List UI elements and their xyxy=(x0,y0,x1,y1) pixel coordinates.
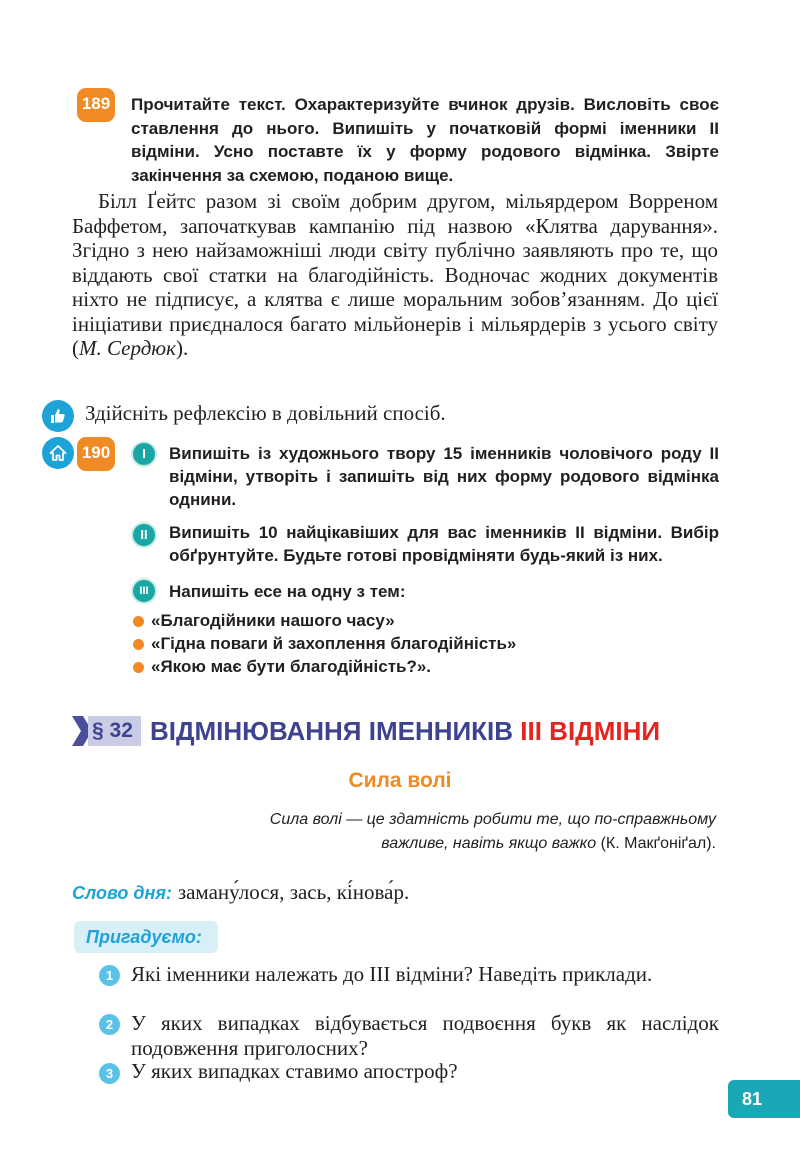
level-one-text: Випишіть із художнього твору 15 іменників чоловічого роду ІІ відміни, утворіть і запишіть від них форму родового відмінка однини. xyxy=(169,444,719,509)
word-of-day xyxy=(72,878,409,907)
question-number: 2 xyxy=(99,1014,120,1035)
epigraph-line xyxy=(196,832,716,856)
question-number: 3 xyxy=(99,1063,120,1084)
page-number: 81 xyxy=(728,1080,800,1118)
task-189-instruction: Прочитайте текст. Охарактеризуйте вчинок друзів. Висловіть своє ставлення до нього. Випишіть у початковій формі іменники ІІ відміни. Усно поставте їх у форму родового відмінка. Звірте закінчення за схемою, поданою вище. xyxy=(131,95,719,185)
word-of-day-words: заману́лося, зась, кі́нова́р. xyxy=(177,880,410,904)
bullet-marker xyxy=(133,616,144,627)
essay-topic: «Якою має бути благодійність?». xyxy=(151,657,432,676)
level-three-marker: III xyxy=(131,578,157,604)
level-one-marker: I xyxy=(131,441,157,467)
section-title-accent: ІІІ ВІДМІНИ xyxy=(520,716,661,746)
level-two-text: Випишіть 10 найцікавіших для вас іменників ІІ відміни. Вибір обґрунтуйте. Будьте готові провідміняти будь-який із них. xyxy=(169,523,719,565)
level-three-text: Напишіть есе на одну з тем: xyxy=(169,582,406,601)
question-number: 1 xyxy=(99,965,120,986)
reflection-text: Здійсніть рефлексію в довільний спосіб. xyxy=(85,401,446,425)
question-text: Які іменники належать до ІІІ відміни? Наведіть приклади. xyxy=(131,962,653,986)
question-text: У яких випадках відбувається подвоєння букв як наслідок подовження приголосних? xyxy=(131,1011,719,1060)
epigraph-author: (К. Макґоніґал). xyxy=(600,835,716,852)
task-number-badge: 189 xyxy=(77,88,115,122)
question-text: У яких випадках ставимо апостроф? xyxy=(131,1059,458,1083)
section-number: § 32 xyxy=(88,716,141,746)
passage-author: М. Сердюк xyxy=(79,336,176,360)
passage-text xyxy=(72,189,718,361)
essay-topic: «Гідна поваги й захоплення благодійність» xyxy=(151,634,517,653)
word-of-day-label: Слово дня: xyxy=(72,883,172,903)
epigraph xyxy=(196,808,716,856)
bullet-marker xyxy=(133,639,144,650)
passage-body: Білл Ґейтс разом зі своїм добрим другом, мільярдером Ворреном Баффетом, започаткував кампанію під назвою «Клятва дарування». Згідно з нею найзаможніші люди світу публічно заявляють про те, що віддають свої статки на благодійність. Водночас жодних документів ніхто не підписує, а клятва є лише моральним зобов’язанням. До цієї ініціативи приєдналося багато мільйонерів і мільярдерів з усього світу ( xyxy=(72,189,718,360)
recall-label: Пригадуємо: xyxy=(74,921,218,953)
passage-end: ). xyxy=(175,336,189,360)
bullet-marker xyxy=(133,662,144,673)
section-title xyxy=(150,714,660,748)
thumbs-up-icon xyxy=(42,400,74,432)
home-icon xyxy=(42,437,74,469)
section-subtitle: Сила волі xyxy=(348,769,452,792)
essay-topic: «Благодійники нашого часу» xyxy=(151,611,395,630)
task-number-badge: 190 xyxy=(77,437,115,471)
level-two-marker: II xyxy=(131,522,157,548)
epigraph-line: Сила волі — це здатність робити те, що по-справжньому xyxy=(269,811,716,828)
epigraph-line-two: важливе, навіть якщо важко xyxy=(381,835,597,852)
section-title-main: ВІДМІНЮВАННЯ ІМЕННИКІВ xyxy=(150,716,521,746)
